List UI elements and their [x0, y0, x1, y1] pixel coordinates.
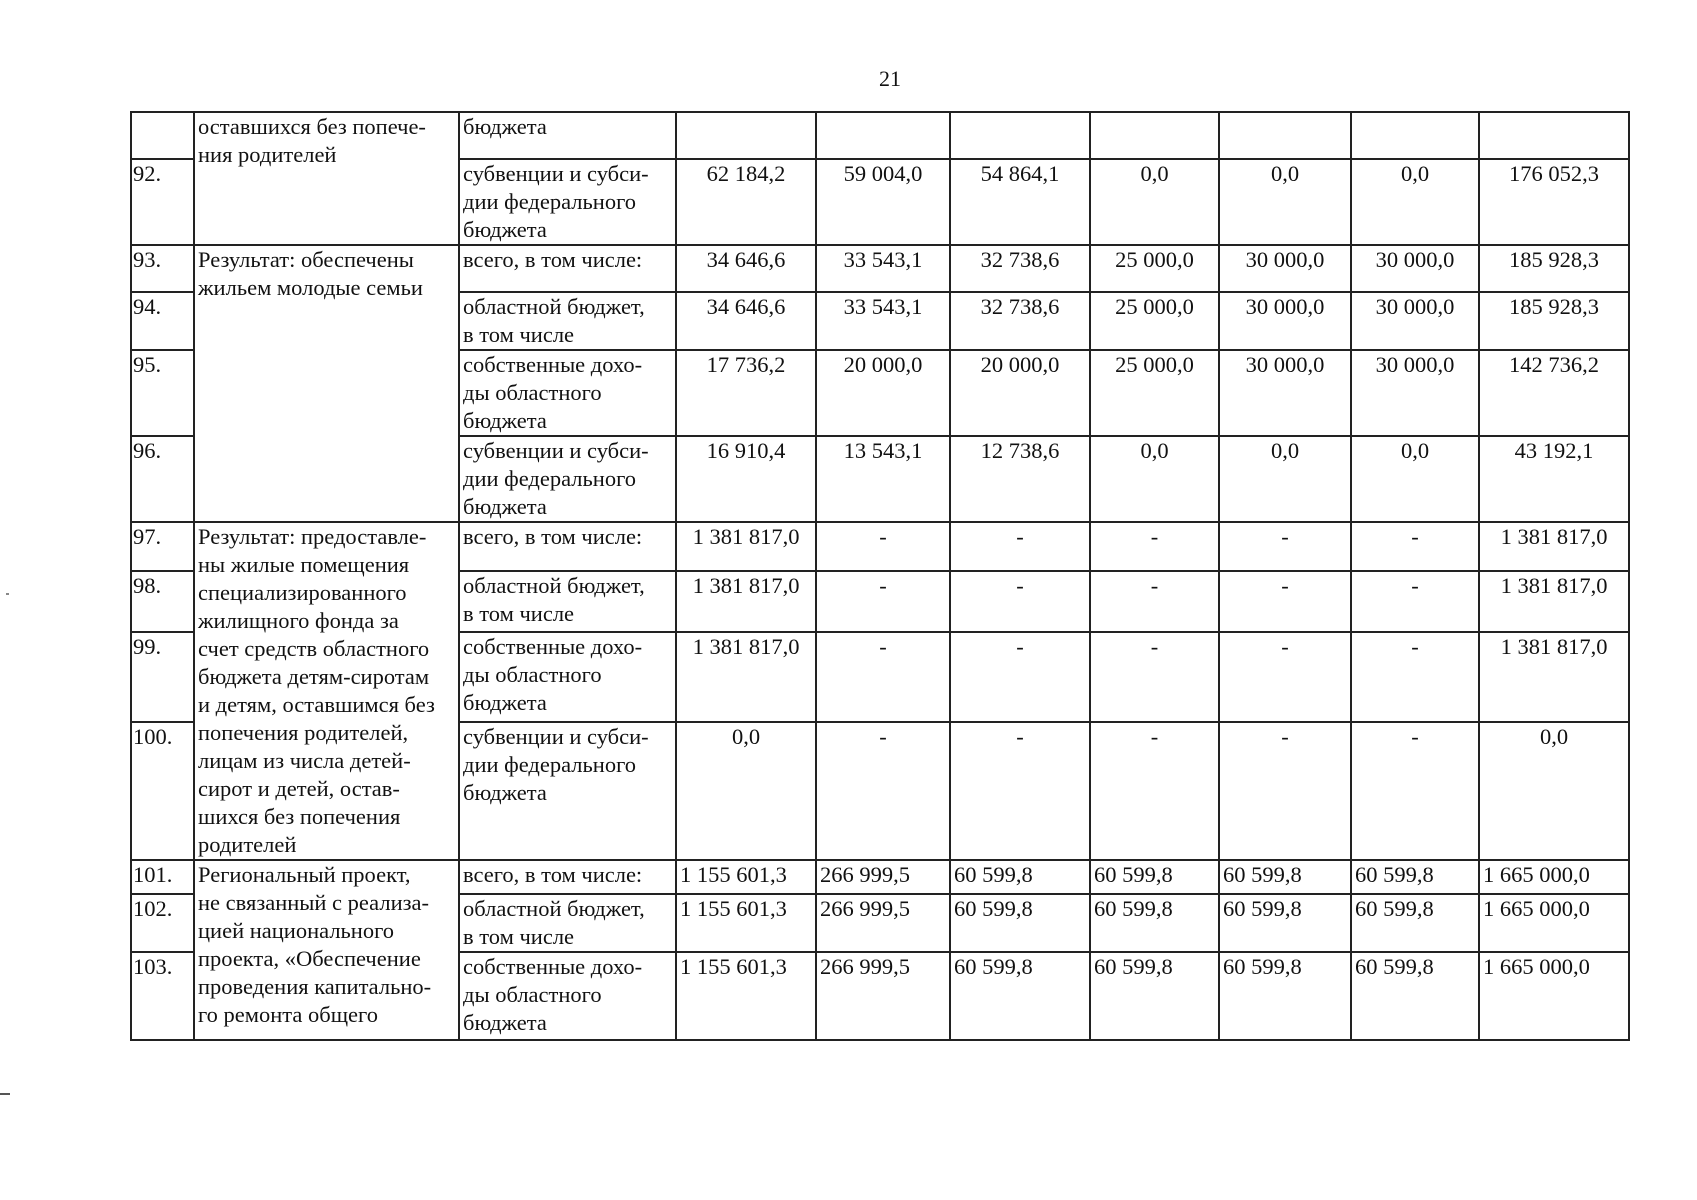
- value-cell: 20 000,0: [816, 350, 950, 436]
- funding-source-text: областной бюджет, в том числе: [463, 294, 645, 347]
- funding-source-text: всего, в том числе:: [463, 524, 643, 549]
- value-cell: 60 599,8: [1351, 894, 1479, 952]
- value-cell: 266 999,5: [816, 952, 950, 1040]
- value-cell: 17 736,2: [676, 350, 816, 436]
- value-cell: 30 000,0: [1219, 350, 1351, 436]
- value-cell: 30 000,0: [1219, 292, 1351, 350]
- value-cell: -: [816, 722, 950, 860]
- group-title: [194, 860, 459, 1040]
- row-number: 99.: [131, 632, 194, 722]
- value-cell: [1351, 112, 1479, 159]
- value-cell: -: [1219, 722, 1351, 860]
- value-cell: 176 052,3: [1479, 159, 1629, 245]
- value-cell: 60 599,8: [1351, 860, 1479, 894]
- value-cell: 1 381 817,0: [676, 522, 816, 571]
- value-cell: -: [1219, 632, 1351, 722]
- row-number: 102.: [131, 894, 194, 952]
- value-cell: 142 736,2: [1479, 350, 1629, 436]
- value-cell: [676, 112, 816, 159]
- row-number: 95.: [131, 350, 194, 436]
- value-cell: -: [1351, 522, 1479, 571]
- value-cell: -: [1090, 522, 1219, 571]
- value-cell: 16 910,4: [676, 436, 816, 522]
- value-cell: 1 381 817,0: [676, 632, 816, 722]
- value-cell: 25 000,0: [1090, 292, 1219, 350]
- value-cell: 0,0: [1219, 159, 1351, 245]
- value-cell: 1 665 000,0: [1479, 894, 1629, 952]
- value-cell: -: [950, 571, 1090, 632]
- table-row: [131, 245, 1629, 292]
- funding-source-text: бюджета: [463, 114, 547, 139]
- value-cell: 30 000,0: [1351, 350, 1479, 436]
- value-cell: 1 381 817,0: [1479, 632, 1629, 722]
- funding-source: [459, 894, 676, 952]
- funding-source: [459, 350, 676, 436]
- funding-source: [459, 632, 676, 722]
- value-cell: 1 665 000,0: [1479, 952, 1629, 1040]
- funding-source-text: субвенции и субси- дии федерального бюджета: [463, 161, 649, 242]
- funding-source: [459, 571, 676, 632]
- row-number: 93.: [131, 245, 194, 292]
- row-number: 98.: [131, 571, 194, 632]
- funding-source: [459, 436, 676, 522]
- value-cell: -: [1351, 632, 1479, 722]
- value-cell: 30 000,0: [1351, 245, 1479, 292]
- row-number: 101.: [131, 860, 194, 894]
- budget-table: [130, 111, 1630, 1041]
- value-cell: [1219, 112, 1351, 159]
- funding-source-text: собственные дохо- ды областного бюджета: [463, 954, 643, 1035]
- value-cell: 185 928,3: [1479, 292, 1629, 350]
- value-cell: 32 738,6: [950, 245, 1090, 292]
- funding-source: [459, 522, 676, 571]
- value-cell: 43 192,1: [1479, 436, 1629, 522]
- value-cell: -: [816, 571, 950, 632]
- funding-source: [459, 860, 676, 894]
- row-number: 97.: [131, 522, 194, 571]
- value-cell: 1 381 817,0: [1479, 522, 1629, 571]
- value-cell: 0,0: [1479, 722, 1629, 860]
- value-cell: 0,0: [1090, 159, 1219, 245]
- funding-source-text: всего, в том числе:: [463, 247, 643, 272]
- funding-source: [459, 159, 676, 245]
- funding-source-text: субвенции и субси- дии федерального бюджета: [463, 724, 649, 806]
- table-row: [131, 522, 1629, 571]
- funding-source-text: областной бюджет, в том числе: [463, 573, 645, 627]
- value-cell: 30 000,0: [1351, 292, 1479, 350]
- value-cell: -: [950, 722, 1090, 860]
- row-number: 92.: [131, 159, 194, 245]
- group-title-text: Региональный проект, не связанный с реализа- цией национального проекта, «Обеспечение проведения капитально- го ремонта общего: [198, 862, 432, 1027]
- group-title: [194, 522, 459, 860]
- value-cell: -: [1090, 571, 1219, 632]
- value-cell: [1090, 112, 1219, 159]
- value-cell: 32 738,6: [950, 292, 1090, 350]
- table-body: [131, 112, 1629, 1040]
- value-cell: 34 646,6: [676, 245, 816, 292]
- value-cell: 60 599,8: [1219, 894, 1351, 952]
- value-cell: 33 543,1: [816, 292, 950, 350]
- value-cell: 1 155 601,3: [676, 894, 816, 952]
- value-cell: 13 543,1: [816, 436, 950, 522]
- funding-source-text: всего, в том числе:: [463, 862, 643, 887]
- value-cell: 266 999,5: [816, 894, 950, 952]
- value-cell: -: [816, 632, 950, 722]
- group-title: [194, 112, 459, 245]
- value-cell: 60 599,8: [1090, 860, 1219, 894]
- value-cell: -: [816, 522, 950, 571]
- group-title-text: Результат: обеспечены жильем молодые семьи: [198, 247, 423, 300]
- row-number: 100.: [131, 722, 194, 860]
- value-cell: 266 999,5: [816, 860, 950, 894]
- value-cell: 60 599,8: [950, 952, 1090, 1040]
- value-cell: 59 004,0: [816, 159, 950, 245]
- value-cell: -: [950, 632, 1090, 722]
- value-cell: -: [1351, 571, 1479, 632]
- value-cell: 60 599,8: [1219, 952, 1351, 1040]
- value-cell: 1 155 601,3: [676, 952, 816, 1040]
- funding-source: [459, 112, 676, 159]
- value-cell: -: [1090, 722, 1219, 860]
- value-cell: 34 646,6: [676, 292, 816, 350]
- value-cell: 25 000,0: [1090, 350, 1219, 436]
- value-cell: 30 000,0: [1219, 245, 1351, 292]
- group-title: [194, 245, 459, 522]
- value-cell: 185 928,3: [1479, 245, 1629, 292]
- value-cell: 1 665 000,0: [1479, 860, 1629, 894]
- value-cell: -: [1090, 632, 1219, 722]
- value-cell: 60 599,8: [950, 860, 1090, 894]
- value-cell: 25 000,0: [1090, 245, 1219, 292]
- value-cell: 1 155 601,3: [676, 860, 816, 894]
- value-cell: 0,0: [1351, 436, 1479, 522]
- value-cell: 60 599,8: [1219, 860, 1351, 894]
- value-cell: 0,0: [676, 722, 816, 860]
- value-cell: 0,0: [1219, 436, 1351, 522]
- value-cell: 1 381 817,0: [676, 571, 816, 632]
- group-title-text: Результат: предоставле- ны жилые помещения специализированного жилищного фонда за счет средств областного бюджета детям-сиротам и детям, оставшимся без попечения родителей, лицам из числа детей- сирот и детей, остав- шихся без попечения родителей: [198, 524, 435, 857]
- value-cell: [816, 112, 950, 159]
- row-number: [131, 112, 194, 159]
- value-cell: 1 381 817,0: [1479, 571, 1629, 632]
- value-cell: 20 000,0: [950, 350, 1090, 436]
- funding-source: [459, 292, 676, 350]
- value-cell: 62 184,2: [676, 159, 816, 245]
- value-cell: 60 599,8: [950, 894, 1090, 952]
- funding-source: [459, 245, 676, 292]
- group-title-text: оставшихся без попече- ния родителей: [198, 114, 426, 167]
- value-cell: 0,0: [1351, 159, 1479, 245]
- row-number: 94.: [131, 292, 194, 350]
- table-row: [131, 860, 1629, 894]
- funding-source: [459, 722, 676, 860]
- funding-source-text: областной бюджет, в том числе: [463, 896, 645, 949]
- margin-mark: [0, 1093, 10, 1095]
- funding-source-text: собственные дохо- ды областного бюджета: [463, 634, 643, 716]
- value-cell: -: [1219, 522, 1351, 571]
- margin-dot: [6, 593, 9, 595]
- value-cell: 33 543,1: [816, 245, 950, 292]
- page-number: 21: [879, 66, 901, 91]
- funding-source: [459, 952, 676, 1040]
- value-cell: [1479, 112, 1629, 159]
- funding-source-text: субвенции и субси- дии федерального бюджета: [463, 438, 649, 519]
- funding-source-text: собственные дохо- ды областного бюджета: [463, 352, 643, 433]
- value-cell: -: [1351, 722, 1479, 860]
- value-cell: 12 738,6: [950, 436, 1090, 522]
- row-number: 103.: [131, 952, 194, 1040]
- value-cell: 60 599,8: [1090, 952, 1219, 1040]
- value-cell: 0,0: [1090, 436, 1219, 522]
- value-cell: [950, 112, 1090, 159]
- value-cell: 60 599,8: [1090, 894, 1219, 952]
- table-row: [131, 112, 1629, 159]
- value-cell: -: [950, 522, 1090, 571]
- value-cell: 60 599,8: [1351, 952, 1479, 1040]
- value-cell: 54 864,1: [950, 159, 1090, 245]
- row-number: 96.: [131, 436, 194, 522]
- value-cell: -: [1219, 571, 1351, 632]
